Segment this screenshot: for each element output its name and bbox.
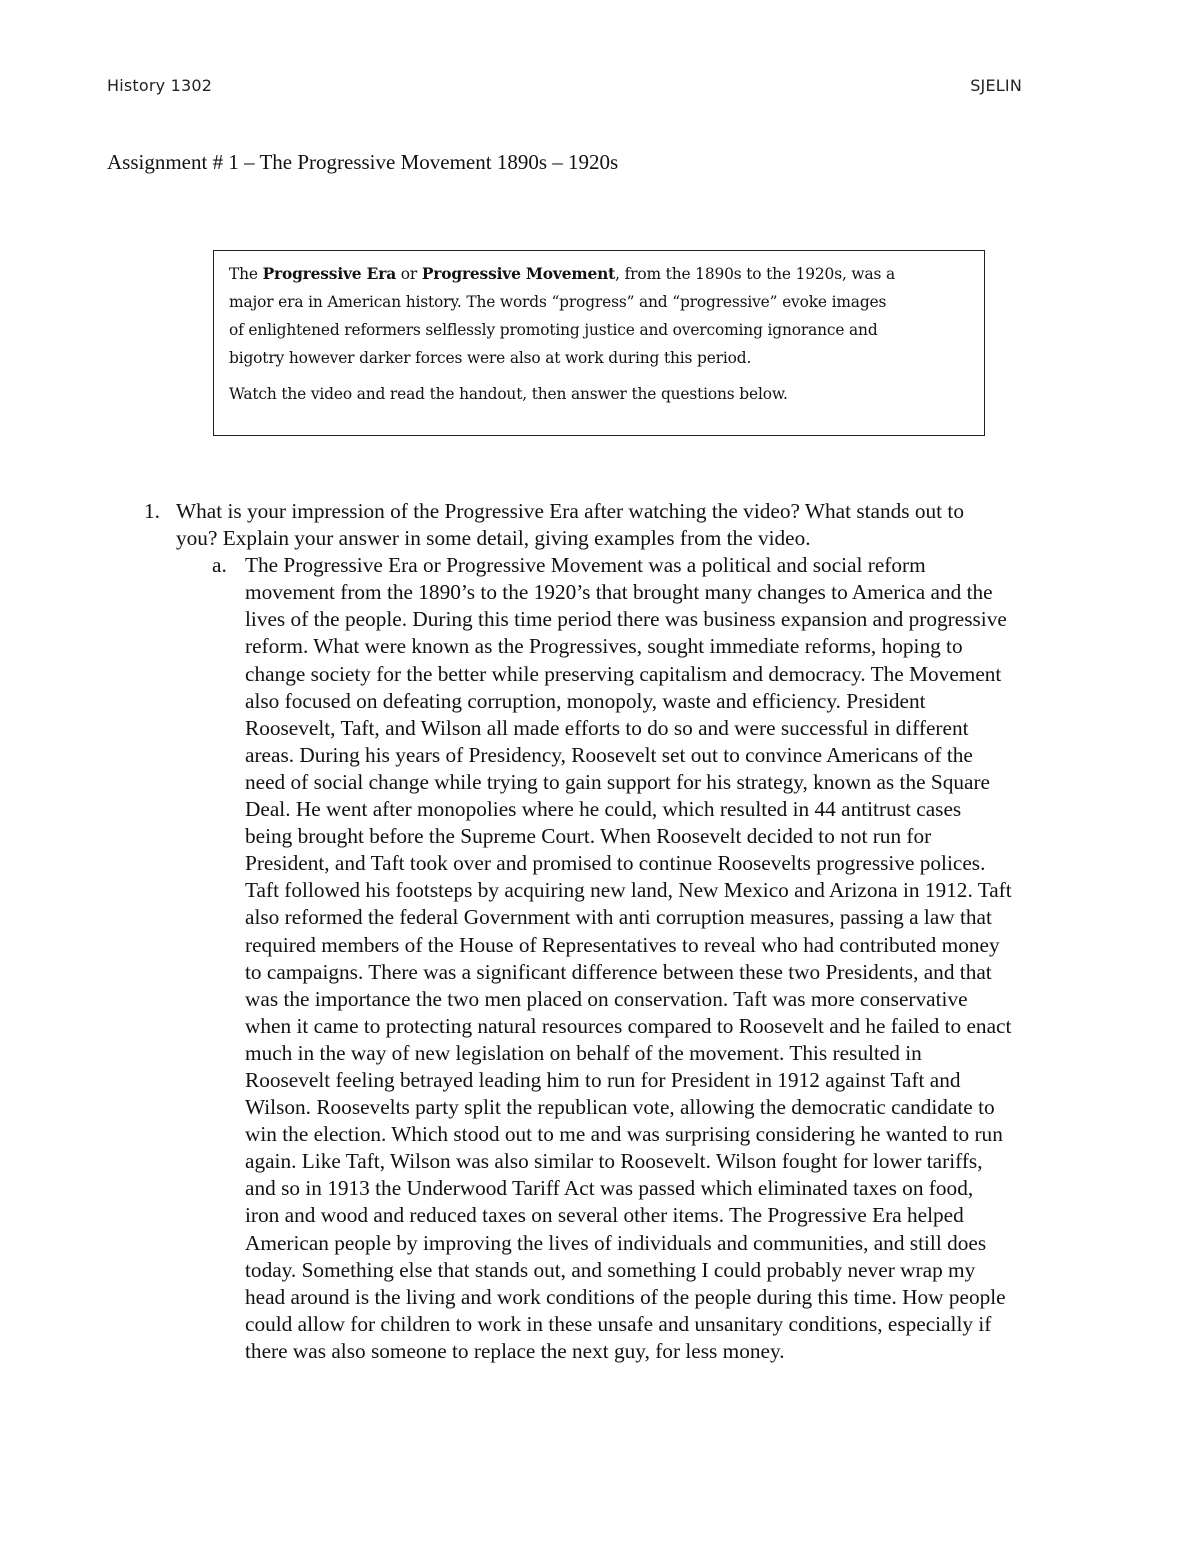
intro-line: bigotry however darker forces were also at work during this period. bbox=[229, 349, 752, 367]
question-line: What is your impression of the Progressive Era after watching the video? What stands out to bbox=[176, 499, 964, 523]
answer-line: Roosevelt, Taft, and Wilson all made efforts to do so and were successful in different bbox=[245, 715, 969, 740]
intro-paragraph bbox=[229, 260, 970, 372]
answer-line: much in the way of new legislation on behalf of the movement. This resulted in bbox=[245, 1040, 922, 1065]
answer-line: head around is the living and work conditions of the people during this time. How people bbox=[245, 1284, 1006, 1309]
intro-box bbox=[213, 250, 985, 436]
answer-marker: a. bbox=[212, 553, 227, 578]
answer-line: being brought before the Supreme Court. When Roosevelt decided to not run for bbox=[245, 824, 932, 849]
answer-line: today. Something else that stands out, and something I could probably never wrap my bbox=[245, 1257, 976, 1282]
answer-line: required members of the House of Representatives to reveal who had contributed money bbox=[245, 932, 1000, 957]
question-list bbox=[107, 498, 1107, 1365]
answer-line: President, and Taft took over and promised to continue Roosevelts progressive polices. bbox=[245, 851, 986, 876]
intro-bold-term: Progressive Era bbox=[262, 265, 397, 283]
answer-line: change society for the better while preserving capitalism and democracy. The Movement bbox=[245, 661, 1002, 686]
answer-line: was the importance the two men placed on conservation. Taft was more conservative bbox=[245, 986, 968, 1011]
answer-text bbox=[245, 552, 1107, 1365]
answer-line: Taft followed his footsteps by acquiring new land, New Mexico and Arizona in 1912. Taft bbox=[245, 878, 1012, 903]
answer-line: also reformed the federal Government with anti corruption measures, passing a law that bbox=[245, 905, 992, 930]
intro-text: or bbox=[396, 265, 422, 283]
answer-line: iron and wood and reduced taxes on several other items. The Progressive Era helped bbox=[245, 1203, 964, 1228]
question-item bbox=[107, 498, 1107, 1365]
intro-instructions: Watch the video and read the handout, then answer the questions below. bbox=[229, 385, 788, 403]
answer-line: also focused on defeating corruption, monopoly, waste and efficiency. President bbox=[245, 688, 926, 713]
answer-line: and so in 1913 the Underwood Tariff Act was passed which eliminated taxes on food, bbox=[245, 1176, 974, 1201]
answer-line: Deal. He went after monopolies where he could, which resulted in 44 antitrust cases bbox=[245, 797, 962, 822]
intro-text: The bbox=[229, 265, 263, 283]
answer-line: when it came to protecting natural resources compared to Roosevelt and he failed to enact bbox=[245, 1013, 1012, 1038]
answer-line: areas. During his years of Presidency, Roosevelt set out to convince Americans of the bbox=[245, 742, 973, 767]
answer-line: Wilson. Roosevelts party split the republican vote, allowing the democratic candidate to bbox=[245, 1095, 995, 1120]
answer-line: again. Like Taft, Wilson was also similar to Roosevelt. Wilson fought for lower tariffs, bbox=[245, 1149, 983, 1174]
question-line: you? Explain your answer in some detail, giving examples from the video. bbox=[176, 526, 811, 551]
answer-line: win the election. Which stood out to me and was surprising considering he wanted to run bbox=[245, 1122, 1003, 1147]
answer-line: there was also someone to replace the next guy, for less money. bbox=[245, 1338, 785, 1363]
intro-bold-term: Progressive Movement bbox=[421, 265, 616, 283]
answer-line: American people by improving the lives of individuals and communities, and still does bbox=[245, 1230, 987, 1255]
question-number: 1. bbox=[144, 499, 160, 523]
assignment-title: Assignment # 1 – The Progressive Movement 1890s – 1920s bbox=[107, 150, 619, 174]
answer-line: movement from the 1890’s to the 1920’s that brought many changes to America and the bbox=[245, 580, 993, 605]
header-student-name: SJELIN bbox=[970, 76, 1022, 95]
answer-line: lives of the people. During this time period there was business expansion and progressive bbox=[245, 607, 1007, 632]
answer-line: need of social change while trying to gain support for his strategy, known as the Square bbox=[245, 769, 991, 794]
intro-text: , from the 1890s to the 1920s, was a bbox=[615, 265, 895, 283]
header-course: History 1302 bbox=[107, 76, 213, 95]
answer-line: to campaigns. There was a significant difference between these two Presidents, and that bbox=[245, 959, 992, 984]
answer-item bbox=[107, 552, 1107, 1365]
intro-line: of enlightened reformers selflessly promoting justice and overcoming ignorance and bbox=[229, 321, 878, 339]
intro-line: major era in American history. The words “progress” and “progressive” evoke images bbox=[229, 293, 887, 311]
answer-line: reform. What were known as the Progressives, sought immediate reforms, hoping to bbox=[245, 634, 963, 659]
answer-line: The Progressive Era or Progressive Movement was a political and social reform bbox=[245, 553, 926, 578]
answer-line: could allow for children to work in these unsafe and unsanitary conditions, especially if bbox=[245, 1311, 992, 1336]
answer-line: Roosevelt feeling betrayed leading him to run for President in 1912 against Taft and bbox=[245, 1067, 961, 1092]
